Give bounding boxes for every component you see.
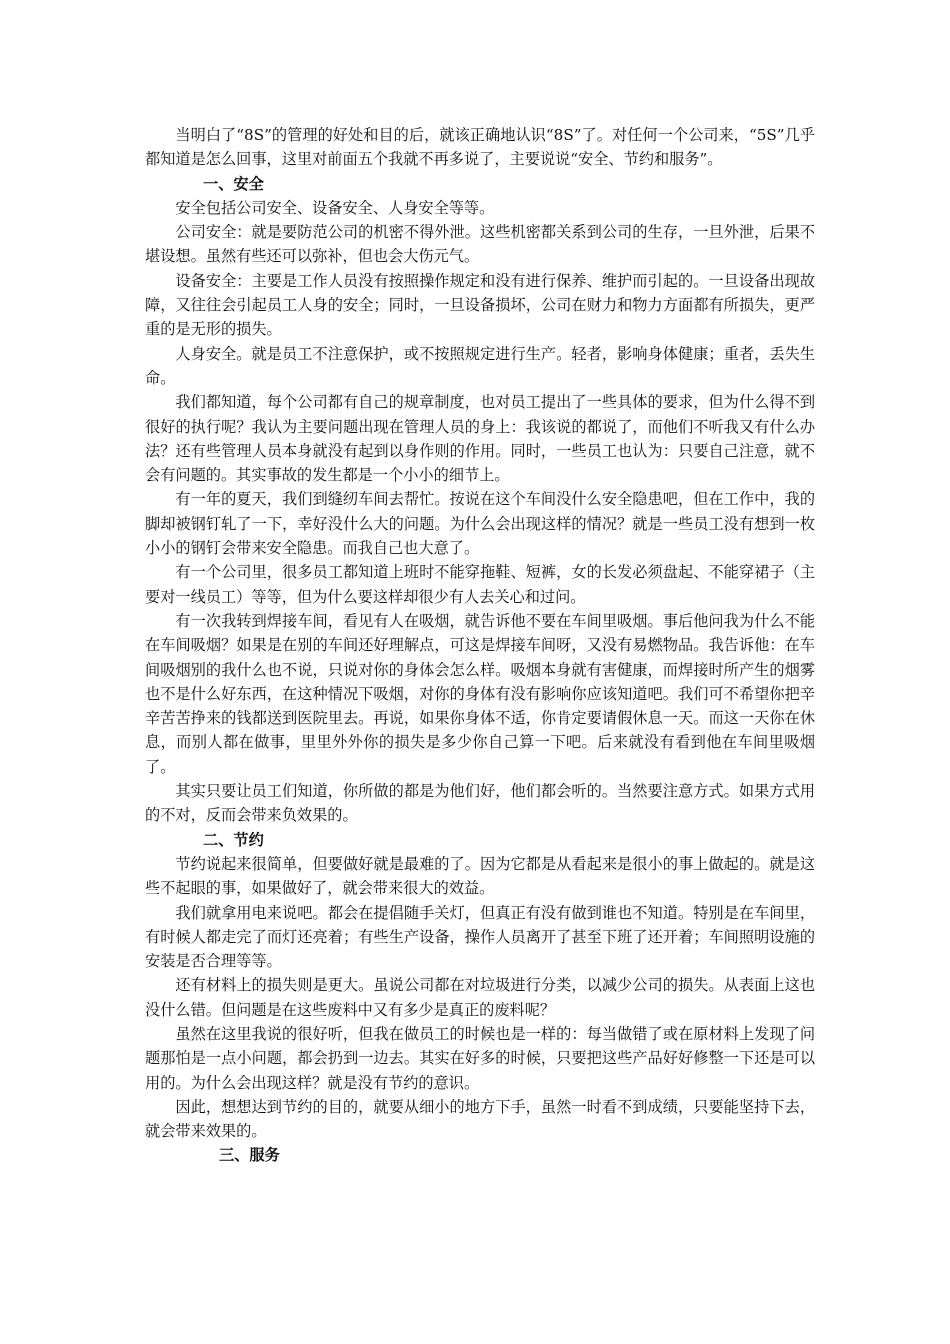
paragraph-summer-story: 有一年的夏天，我们到缝纫车间去帮忙。按说在这个车间没什么安全隐患吧，但在工作中，我的脚却被钢钉轧了一下，幸好没什么大的问题。为什么会出现这样的情况？就是一些员工没有想到一枚小小的钢钉会带来安全隐患。而我自己也大意了。 (145, 490, 815, 558)
paragraph-equipment-safety: 设备安全：主要是工作人员没有按照操作规定和没有进行保养、维护而引起的。一旦设备出现故障，又往往会引起员工人身的安全；同时，一旦设备损坏，公司在财力和物力方面都有所损失，更严重的是无形的损失。 (145, 271, 815, 339)
heading-saving: 二、节约 (203, 830, 264, 849)
paragraph-saving-intro: 节约说起来很简单，但要做好就是最难的了。因为它都是从看起来是很小的事上做起的。就是这些不起眼的事，如果做好了，就会带来很大的效益。 (145, 854, 815, 898)
paragraph-materials: 还有材料上的损失则是更大。虽说公司都在对垃圾进行分类，以减少公司的损失。从表面上这也没什么错。但问题是在这些废料中又有多少是真正的废料呢？ (145, 976, 815, 1019)
heading-safety: 一、安全 (203, 174, 264, 193)
paragraph-dress-code: 有一个公司里，很多员工都知道上班时不能穿拖鞋、短裤，女的长发必须盘起、不能穿裙子（主要对一线员工）等等，但为什么要这样却很少有人去关心和过问。 (145, 563, 815, 606)
heading-service: 三、服务 (219, 1146, 280, 1165)
paragraph-smoking-story: 有一次我转到焊接车间，看见有人在吸烟，就告诉他不要在车间里吸烟。事后他问我为什么不能在车间吸烟？如果是在别的车间还好理解点，可这是焊接车间呀，又没有易燃物品。我告诉他：在车间吸烟别的我什么也不说，只说对你的身体会怎么样。吸烟本身就有害健康，而焊接时所产生的烟雾也不是什么好东西，在这种情况下吸烟，对你的身体有没有影响你应该知道吧。我们可不希望你把辛辛苦苦挣来的钱都送到医院里去。再说，如果你身体不适，你肯定要请假休息一天。而这一天你在休息，而别人都在做事，里里外外你的损失是多少你自己算一下吧。后来就没有看到他在车间里吸烟了。 (145, 611, 815, 776)
paragraph-intro: 当明白了“8S”的管理的好处和目的后，就该正确地认识“8S”了。对任何一个公司来，“5S”几乎都知道是怎么回事，这里对前面五个我就不再多说了，主要说说“安全、节约和服务”。 (145, 126, 815, 169)
paragraph-rules: 我们都知道，每个公司都有自己的规章制度，也对员工提出了一些具体的要求，但为什么得不到很好的执行呢？我认为主要问题出现在管理人员的身上：我该说的都说了，而他们不听我又有什么办法？还有些管理人员本身就没有起到以身作则的作用。同时，一些员工也认为：只要自己注意，就不会有问题的。其实事故的发生都是一个小小的细节上。 (145, 393, 815, 485)
paragraph-safety-conclusion: 其实只要让员工们知道，你所做的都是为他们好，他们都会听的。当然要注意方式。如果方式用的不对，反而会带来负效果的。 (145, 782, 815, 825)
paragraph-company-safety: 公司安全：就是要防范公司的机密不得外泄。这些机密都关系到公司的生存，一旦外泄，后果不堪设想。虽然有些还可以弥补，但也会大伤元气。 (145, 223, 815, 266)
document-page (145, 123, 815, 1168)
paragraph-safety-scope: 安全包括公司安全、设备安全、人身安全等等。 (175, 198, 495, 217)
paragraph-worker-experience: 虽然在这里我说的很好听，但我在做员工的时候也是一样的：每当做错了或在原材料上发现了问题那怕是一点小问题，都会扔到一边去。其实在好多的时候，只要把这些产品好好修整一下还是可以用的。为什么会出现这样？就是没有节约的意识。 (145, 1024, 815, 1092)
paragraph-saving-conclusion: 因此，想想达到节约的目的，就要从细小的地方下手，虽然一时看不到成绩，只要能坚持下去，就会带来效果的。 (145, 1097, 815, 1141)
paragraph-electricity: 我们就拿用电来说吧。都会在提倡随手关灯，但真正有没有做到谁也不知道。特别是在车间里，有时候人都走完了而灯还亮着；有些生产设备，操作人员离开了甚至下班了还开着；车间照明设施的安装是否合理等等。 (145, 903, 815, 971)
paragraph-personal-safety: 人身安全。就是员工不注意保护，或不按照规定进行生产。轻者，影响身体健康；重者，丢失生命。 (145, 344, 815, 387)
